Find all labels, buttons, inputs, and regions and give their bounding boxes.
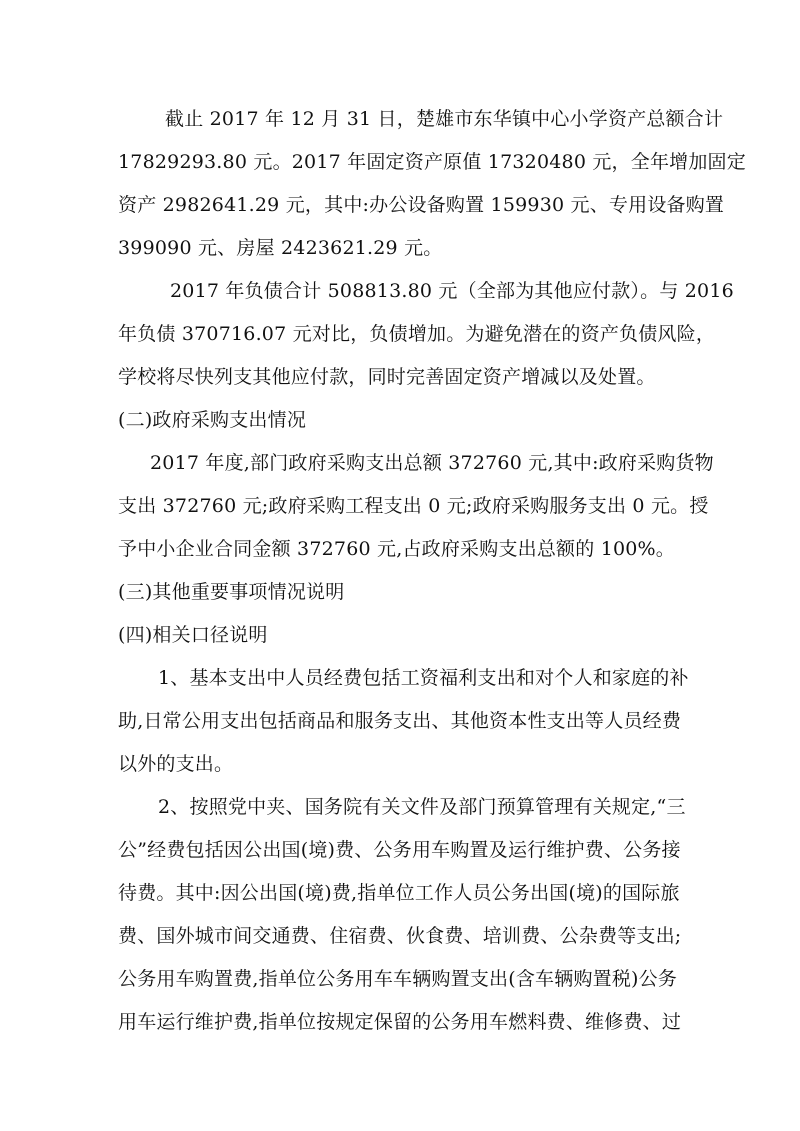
definition-2-line-4: 费、国外城市间交通费、住宿费、伙食费、培训费、公杂费等支出; bbox=[118, 925, 682, 947]
section-heading-definitions: (四)相关口径说明 bbox=[118, 624, 268, 646]
definition-2-line-6: 用车运行维护费,指单位按规定保留的公务用车燃料费、维修费、过 bbox=[118, 1011, 682, 1033]
assets-paragraph-line-1: 截止 2017 年 12 月 31 日，楚雄市东华镇中心小学资产总额合计 bbox=[165, 108, 724, 130]
definition-2-line-1: 2、按照党中夹、国务院有关文件及部门预算管理有关规定,“三 bbox=[158, 796, 686, 818]
procurement-paragraph-line-3: 予中小企业合同金额 372760 元,占政府采购支出总额的 100%。 bbox=[118, 538, 676, 560]
definition-1-line-1: 1、基本支出中人员经费包括工资福利支出和对个人和家庭的补 bbox=[158, 667, 689, 689]
section-heading-procurement: (二)政府采购支出情况 bbox=[118, 409, 307, 431]
liabilities-paragraph-line-1: 2017 年负债合计 508813.80 元（全部为其他应付款）。与 2016 bbox=[170, 280, 734, 302]
definition-2-line-2: 公”经费包括因公出国(境)费、公务用车购置及运行维护费、公务接 bbox=[118, 839, 681, 861]
definition-2-line-3: 待费。其中:因公出国(境)费,指单位工作人员公务出国(境)的国际旅 bbox=[118, 882, 680, 904]
assets-paragraph-line-3: 资产 2982641.29 元，其中:办公设备购置 159930 元、专用设备购置 bbox=[118, 194, 725, 216]
definition-1-line-3: 以外的支出。 bbox=[118, 753, 234, 775]
procurement-paragraph-line-2: 支出 372760 元;政府采购工程支出 0 元;政府采购服务支出 0 元。授 bbox=[118, 495, 709, 517]
assets-paragraph-line-4: 399090 元、房屋 2423621.29 元。 bbox=[118, 237, 443, 259]
definition-2-line-5: 公务用车购置费,指单位公务用车车辆购置支出(含车辆购置税)公务 bbox=[118, 968, 678, 990]
section-heading-other-matters: (三)其他重要事项情况说明 bbox=[118, 581, 345, 603]
liabilities-paragraph-line-2: 年负债 370716.07 元对比，负债增加。为避免潜在的资产负债风险， bbox=[118, 323, 716, 345]
definition-1-line-2: 助,日常公用支出包括商品和服务支出、其他资本性支出等人员经费 bbox=[118, 710, 682, 732]
assets-paragraph-line-2: 17829293.80 元。2017 年固定资产原值 17320480 元，全年增加固定 bbox=[118, 151, 746, 173]
procurement-paragraph-line-1: 2017 年度,部门政府采购支出总额 372760 元,其中:政府采购货物 bbox=[150, 452, 714, 474]
liabilities-paragraph-line-3: 学校将尽快列支其他应付款，同时完善固定资产增减以及处置。 bbox=[118, 366, 656, 388]
